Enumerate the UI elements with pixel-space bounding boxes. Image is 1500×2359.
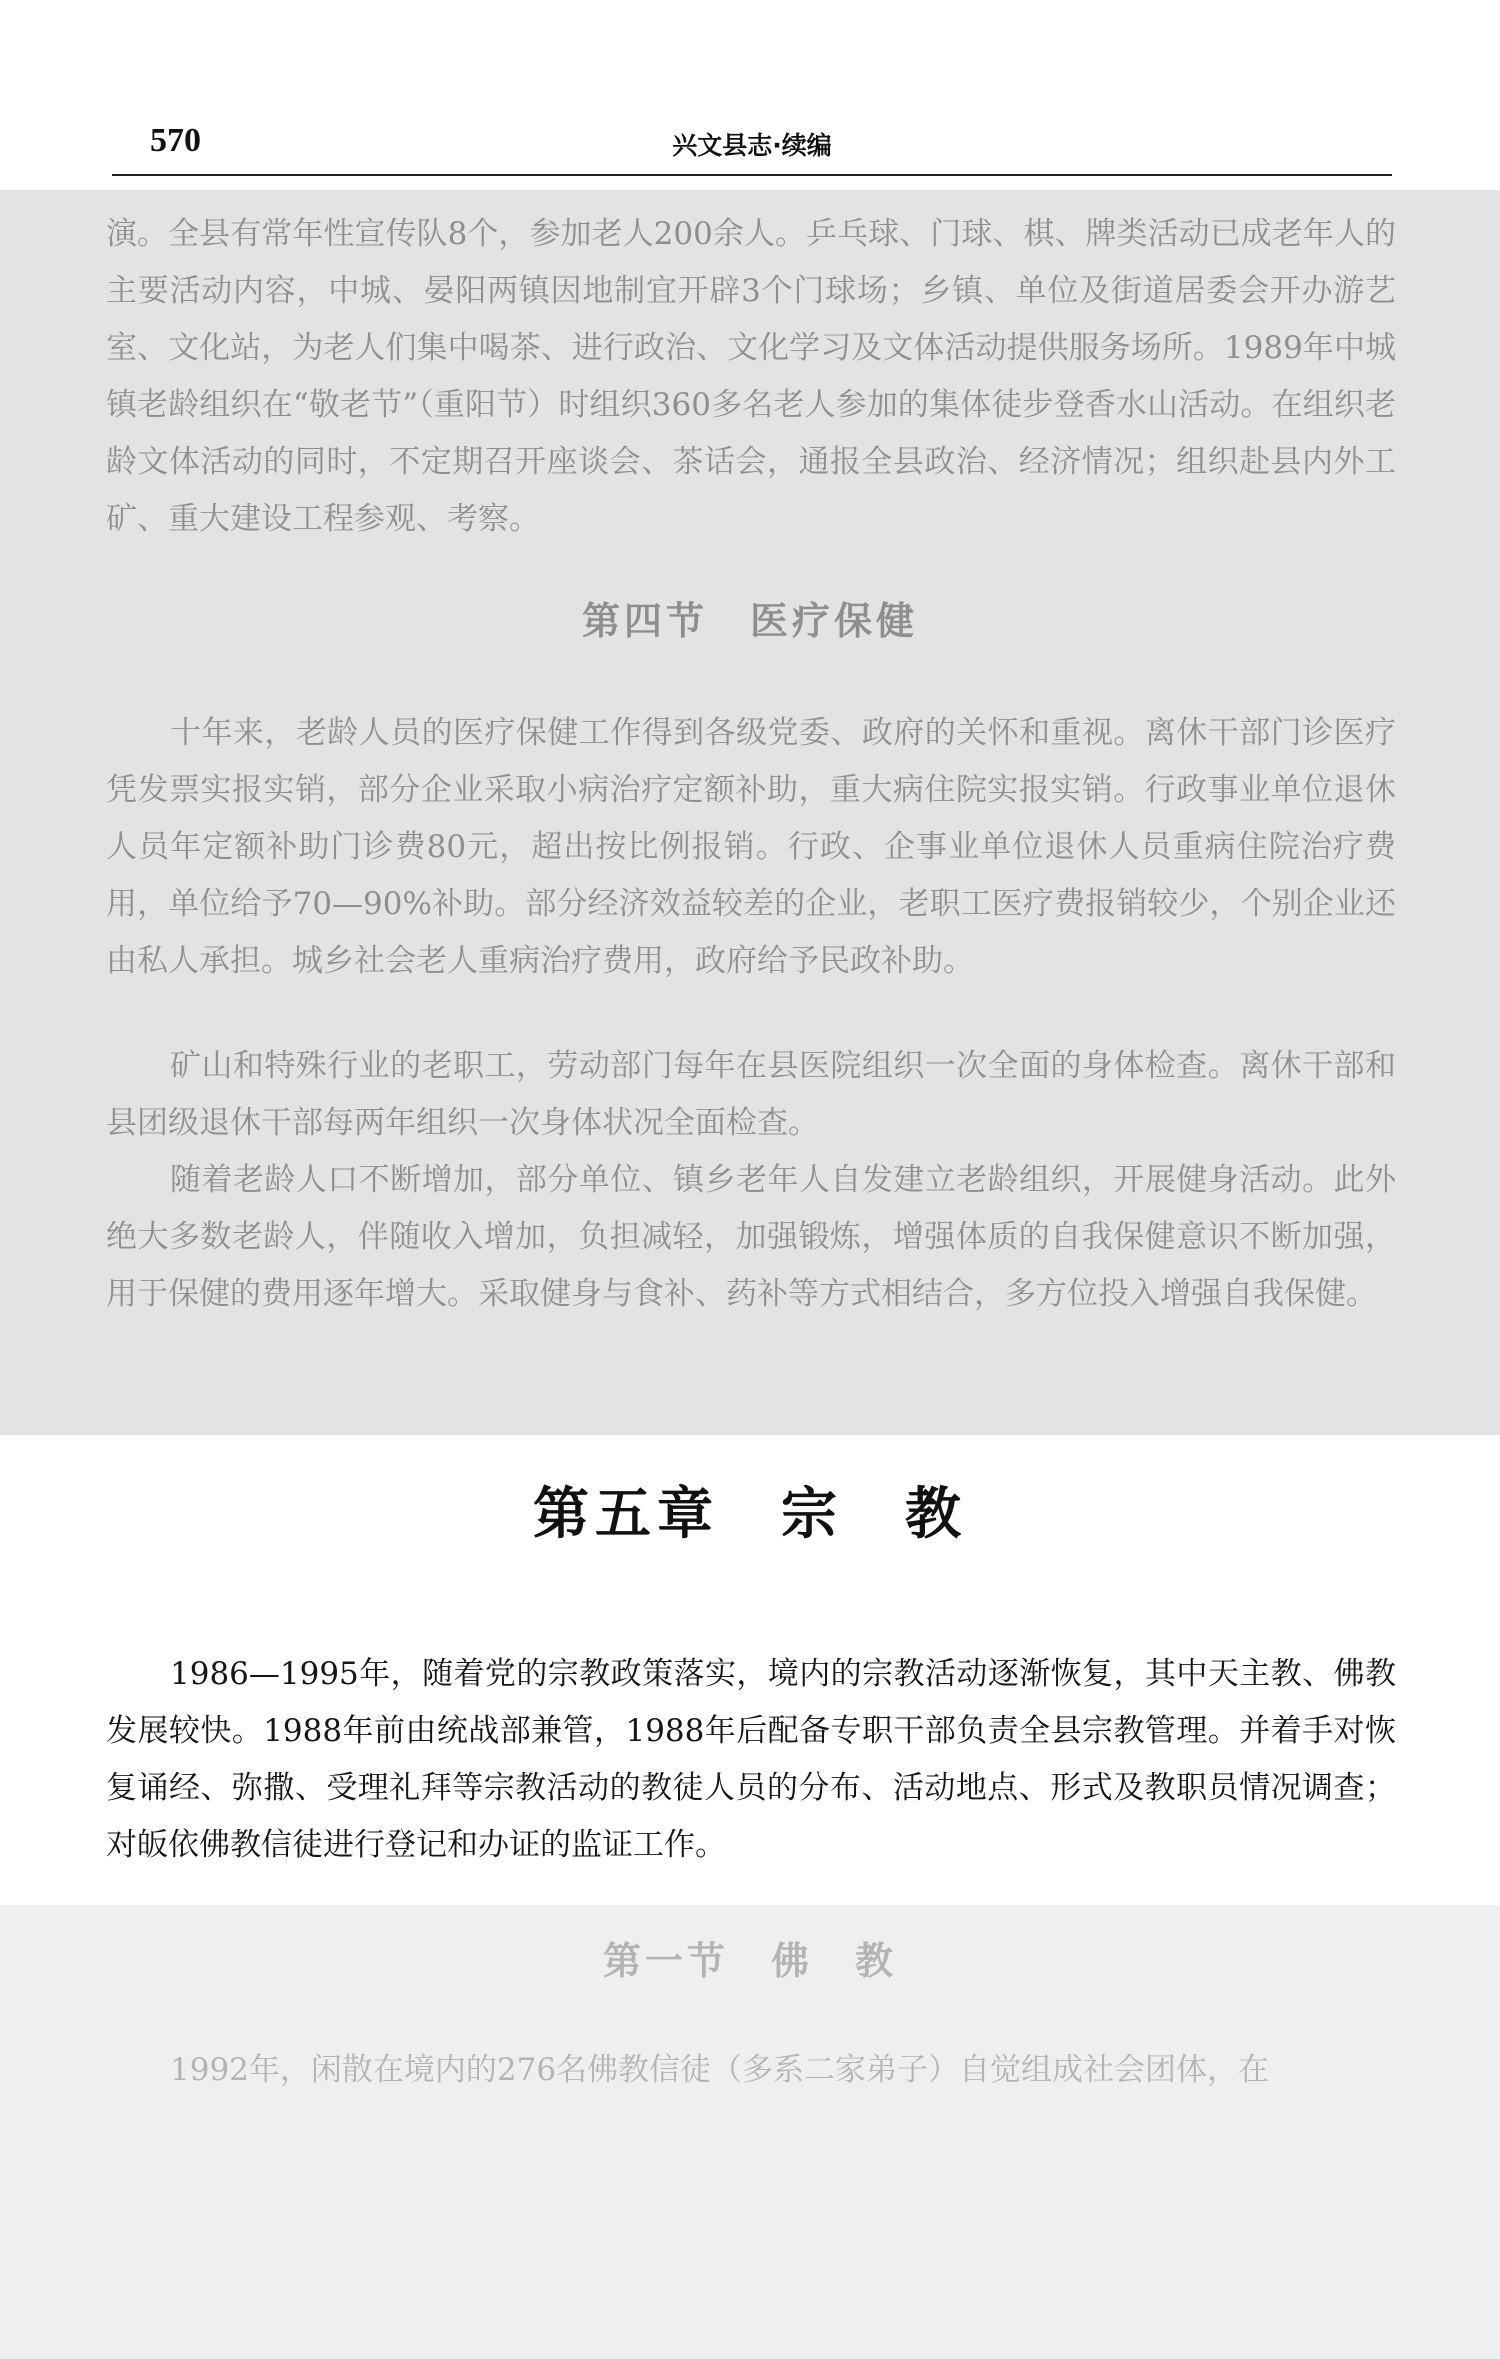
section4-paragraph-3: 随着老龄人口不断增加，部分单位、镇乡老年人自发建立老龄组织，开展健身活动。此外绝大多数老龄人，伴随收入增加，负担减轻，加强锻炼，增强体质的自我保健意识不断加强，用于保健的费用逐年增大。采取健身与食补、药补等方式相结合，多方位投入增强自我保健。 [106, 1162, 1396, 1312]
section1-paragraph: 1992年，闲散在境内的276名佛教信徒（多系二家弟子）自觉组成社会团体，在 [170, 2052, 1270, 2088]
section3-tail-paragraph: 演。全县有常年性宣传队8个，参加老人200余人。乒乓球、门球、棋、牌类活动已成老年人的主要活动内容，中城、晏阳两镇因地制宜开辟3个门球场；乡镇、单位及街道居委会开办游艺室、文化站，为老人们集中喝茶、进行政治、文化学习及文体活动提供服务场所。1989年中城镇老龄组织在“敬老节”（重阳节）时组织360多名老人参加的集体徒步登香水山活动。在组织老龄文体活动的同时，不定期召开座谈会、茶话会，通报全县政治、经济情况；组织赴县内外工矿、重大建设工程参观、考察。 [106, 216, 1396, 537]
chapter5-heading: 第五章 宗 教 [533, 1481, 967, 1547]
page-number: 570 [150, 122, 201, 159]
section4-paragraph-1: 十年来，老龄人员的医疗保健工作得到各级党委、政府的关怀和重视。离休干部门诊医疗凭发票实报实销，部分企业采取小病治疗定额补助，重大病住院实报实销。行政事业单位退休人员年定额补助门诊费80元，超出按比例报销。行政、企事业单位退休人员重病住院治疗费用，单位给予70—90%补助。部分经济效益较差的企业，老职工医疗费报销较少，个别企业还由私人承担。城乡社会老人重病治疗费用，政府给予民政补助。 [106, 715, 1396, 979]
page-header [112, 112, 1392, 176]
section1-heading: 第一节 佛 教 [602, 1938, 897, 1983]
book-title: 兴文县志·续编 [672, 131, 832, 160]
section4-heading: 第四节 医疗保健 [581, 598, 918, 643]
chapter5-intro-paragraph: 1986—1995年，随着党的宗教政策落实，境内的宗教活动逐渐恢复，其中天主教、佛教发展较快。1988年前由统战部兼管，1988年后配备专职干部负责全县宗教管理。并着手对恢复诵经、弥撒、受理礼拜等宗教活动的教徒人员的分布、活动地点、形式及教职员情况调查；对皈依佛教信徒进行登记和办证的监证工作。 [106, 1656, 1396, 1863]
section4-paragraph-2: 矿山和特殊行业的老职工，劳动部门每年在县医院组织一次全面的身体检查。离休干部和县团级退休干部每两年组织一次身体状况全面检查。 [106, 1048, 1396, 1141]
